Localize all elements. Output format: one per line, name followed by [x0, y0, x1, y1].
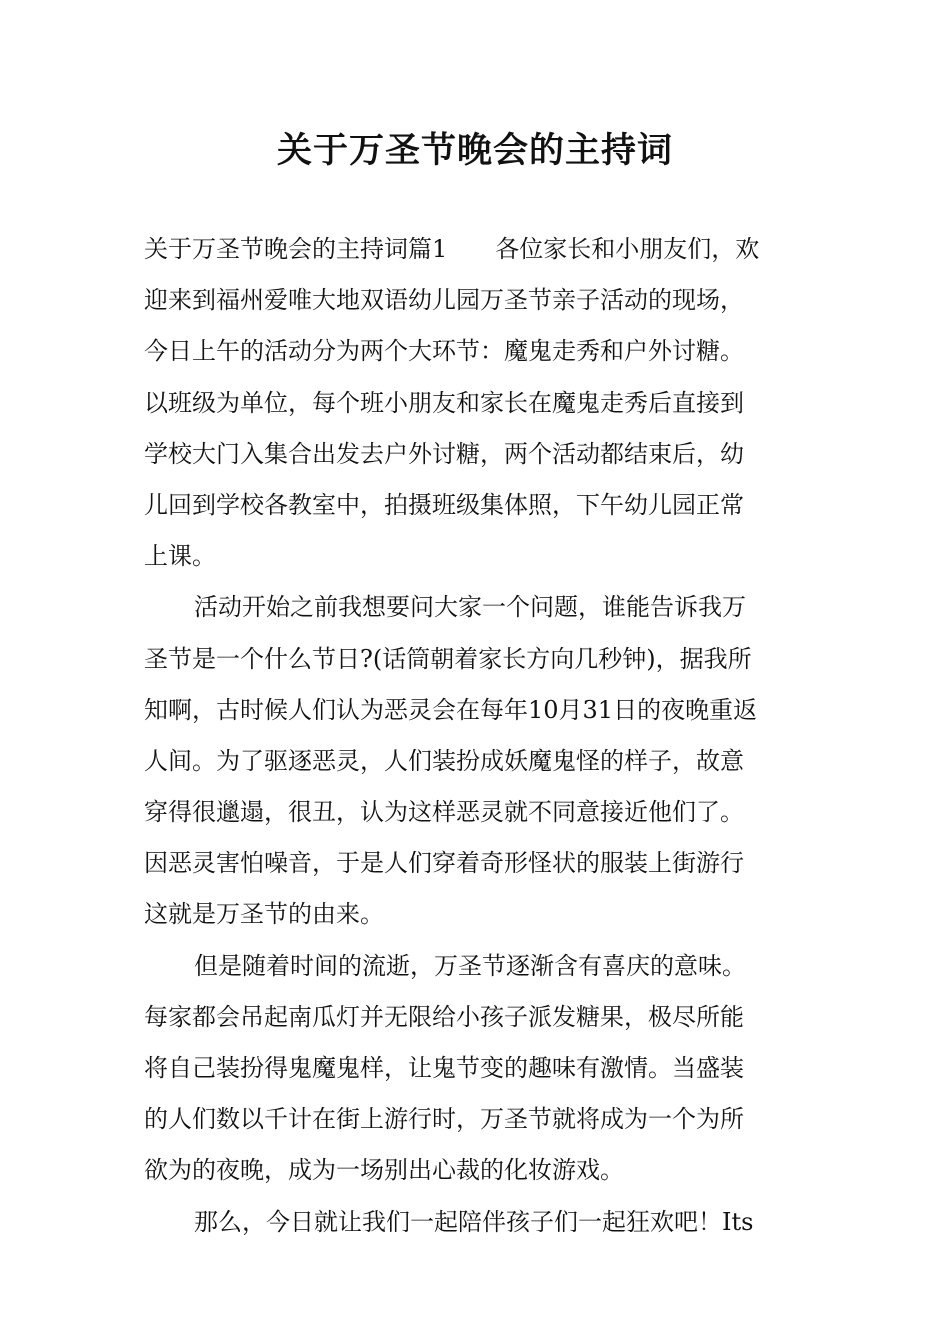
document-body	[144, 224, 806, 1248]
text-line: 儿回到学校各教室中，拍摄班级集体照，下午幼儿园正常	[144, 490, 744, 519]
text-line: 每家都会吊起南瓜灯并无限给小孩子派发糖果，极尽所能	[144, 1002, 744, 1031]
paragraph	[144, 582, 806, 940]
text-line: 穿得很邋遢，很丑，认为这样恶灵就不同意接近他们了。	[144, 798, 744, 827]
text-line: 活动开始之前我想要问大家一个问题，谁能告诉我万	[194, 593, 746, 622]
text-line: 的人们数以千计在街上游行时，万圣节就将成为一个为所	[144, 1105, 744, 1134]
text-line: 那么，今日就让我们一起陪伴孩子们一起狂欢吧！Its	[194, 1207, 754, 1236]
text-line: 但是随着时间的流逝，万圣节逐渐含有喜庆的意味。	[194, 951, 746, 980]
text-line: 将自己装扮得鬼魔鬼样，让鬼节变的趣味有激情。当盛装	[144, 1054, 744, 1082]
text-line: 迎来到福州爱唯大地双语幼儿园万圣节亲子活动的现场，	[144, 286, 744, 315]
text-line: 上课。	[144, 542, 216, 571]
text-line: 学校大门入集合出发去户外讨糖，两个活动都结束后，幼	[144, 439, 744, 468]
text-line: 因恶灵害怕噪音，于是人们穿着奇形怪状的服装上街游行	[144, 849, 744, 878]
paragraph	[144, 1197, 806, 1248]
text-line: 以班级为单位，每个班小朋友和家长在魔鬼走秀后直接到	[144, 388, 744, 417]
text-line: 这就是万圣节的由来。	[144, 900, 384, 929]
document-title: 关于万圣节晚会的主持词	[276, 131, 673, 171]
text-line: 圣节是一个什么节日?(话筒朝着家长方向几秒钟)，据我所	[144, 644, 752, 673]
paragraph	[144, 941, 806, 1197]
paragraph	[144, 224, 806, 582]
text-line: 人间。为了驱逐恶灵，人们装扮成妖魔鬼怪的样子，故意	[144, 746, 744, 775]
text-line: 关于万圣节晚会的主持词篇1 各位家长和小朋友们，欢	[144, 235, 760, 263]
text-line: 欲为的夜晚，成为一场别出心裁的化妆游戏。	[144, 1156, 624, 1185]
text-line: 今日上午的活动分为两个大环节：魔鬼走秀和户外讨糖。	[144, 337, 744, 366]
text-line: 知啊，古时候人们认为恶灵会在每年10月31日的夜晚重返	[144, 695, 758, 724]
